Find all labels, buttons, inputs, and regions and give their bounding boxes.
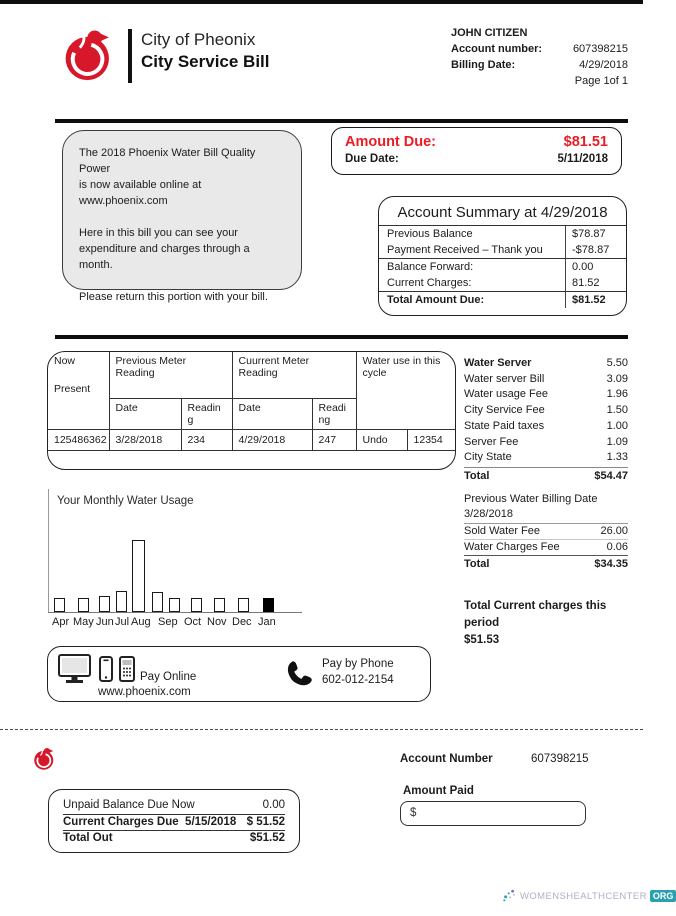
usage-xlabel-nov: Nov <box>207 616 227 628</box>
remit-account-number-label: Account Number <box>400 753 493 765</box>
summary-value: -$78.87 <box>565 242 626 258</box>
usage-xlabel-may: May <box>73 616 94 628</box>
meter-id-cell: 125486362 <box>48 430 109 451</box>
usage-bar-4 <box>116 591 127 612</box>
billing-value: 26.00 <box>600 525 628 537</box>
remit-label: Unpaid Balance Due Now <box>63 799 195 811</box>
present-label: Present <box>54 383 91 395</box>
notice-line-6: Please return this portion with your bill. <box>79 291 268 303</box>
charge-value: 5.50 <box>606 357 628 369</box>
charge-label: State Paid taxes <box>464 419 545 432</box>
page-title: City Service Bill <box>141 52 270 71</box>
summary-row-current-charges <box>379 275 626 292</box>
due-date-value: 5/11/2018 <box>557 153 608 165</box>
charge-value: 1.50 <box>606 404 628 417</box>
watermark <box>503 889 676 903</box>
prev-date-cell: 3/28/2018 <box>109 430 181 451</box>
dots-icon <box>503 889 517 903</box>
amount-due-label: Amount Due: <box>345 134 437 150</box>
usage-plot <box>48 489 302 613</box>
billing-label: Water Charges Fee <box>464 541 560 553</box>
remit-value: $ 51.52 <box>246 815 285 828</box>
billing-total-row <box>464 556 628 573</box>
charges-total-row <box>464 467 628 485</box>
prev-reading-cell: 234 <box>181 430 232 451</box>
charge-label: City State <box>464 451 512 464</box>
charge-row <box>464 435 628 451</box>
meter-col-now-present <box>48 352 109 430</box>
usage-xlabel-jun: Jun <box>96 616 114 628</box>
charge-value: 1.96 <box>606 388 628 401</box>
payment-options-box <box>47 646 431 702</box>
usage-bar-1 <box>54 598 65 612</box>
account-summary-title: Account Summary at 4/29/2018 <box>379 197 626 226</box>
billing-date-label: Billing Date: <box>451 59 516 71</box>
current-period-label: Total Current charges this period <box>464 600 607 629</box>
remit-label: Current Charges Due 5/15/2018 <box>63 815 237 828</box>
summary-row-total-due <box>379 292 626 308</box>
previous-billing-list <box>464 492 628 573</box>
usage-xlabel-dec: Dec <box>232 616 252 628</box>
account-number-label: Account number: <box>451 43 543 55</box>
pay-by-phone-label: Pay by Phone <box>322 658 394 670</box>
remit-value: $51.52 <box>249 832 285 844</box>
usage-xlabel-oct: Oct <box>184 616 202 628</box>
billing-row <box>464 524 628 540</box>
current-period-value: $51.53 <box>464 634 500 646</box>
water-use-header: Water use in this cycle <box>356 352 455 430</box>
account-number-value: 607398215 <box>572 43 628 55</box>
charge-row <box>464 450 628 466</box>
chart-title: Your Monthly Water Usage <box>57 495 194 507</box>
summary-label: Total Amount Due: <box>387 293 485 306</box>
usage-bar-9 <box>214 598 225 612</box>
charge-row <box>464 419 628 435</box>
watermark-text: WOMENSHEALTHCENTER <box>520 890 647 902</box>
charges-total-value: $54.47 <box>594 469 628 482</box>
usage-bar-10 <box>238 598 249 612</box>
now-label: Now <box>54 355 76 367</box>
remit-row-current-charges <box>63 815 285 832</box>
meter-readings-box <box>47 351 456 470</box>
charge-label: Water Server <box>464 357 532 369</box>
usage-bar-3 <box>99 596 110 612</box>
notice-box <box>62 130 302 303</box>
meter-readings-table <box>48 352 455 451</box>
notice-paragraph-1 <box>79 145 285 209</box>
summary-value: 81.52 <box>565 275 626 291</box>
billing-total-value: $34.35 <box>594 558 628 570</box>
charge-value: 1.00 <box>606 419 628 432</box>
notice-paragraph-2 <box>79 225 285 273</box>
notice-line-1: The 2018 Phoenix Water Bill Quality Power <box>79 147 256 175</box>
summary-value: 0.00 <box>565 259 626 275</box>
monitor-icon <box>58 654 92 684</box>
phoenix-logo-icon <box>56 26 122 83</box>
usage-bar-6 <box>152 592 163 612</box>
usage-bar-8 <box>191 598 202 612</box>
usage-xlabel-jan: Jan <box>258 616 276 628</box>
billing-date-value: 4/29/2018 <box>579 59 628 71</box>
notice-website: www.phoenix.com <box>79 195 168 207</box>
usage-bar-11 <box>263 598 274 612</box>
usage-xlabel-apr: Apr <box>52 616 70 628</box>
usage-bar-7 <box>169 598 180 612</box>
current-meter-reading-header: Cuurrent Meter Reading <box>232 352 356 399</box>
currency-symbol: $ <box>410 807 417 819</box>
section-rule-middle <box>55 335 628 339</box>
charge-label: Water server Bill <box>464 372 545 385</box>
billing-row <box>464 540 628 556</box>
phoenix-logo-small-icon <box>32 746 57 771</box>
summary-value: $78.87 <box>565 226 626 242</box>
summary-value: $81.52 <box>565 292 626 308</box>
charge-row <box>464 356 628 372</box>
charge-label: Server Fee <box>464 435 519 448</box>
billing-value: 0.06 <box>606 541 628 553</box>
charge-value: 1.09 <box>606 435 628 448</box>
pay-online-url: www.phoenix.com <box>98 686 191 698</box>
summary-row-payment-received <box>379 242 626 259</box>
customer-name: JOHN CITIZEN <box>451 27 528 39</box>
curr-date-cell: 4/29/2018 <box>232 430 312 451</box>
current-period-total <box>464 598 634 649</box>
summary-label: Previous Balance <box>387 227 473 240</box>
header-divider <box>128 29 132 83</box>
tear-off-separator <box>0 729 643 730</box>
city-name: City of Pheonix <box>141 30 256 49</box>
usage-bar-5 <box>132 540 145 612</box>
notice-line-2: is now available online at <box>79 179 202 191</box>
summary-label: Current Charges: <box>387 276 472 289</box>
previous-billing-date: 3/28/2018 <box>464 507 628 524</box>
charge-row <box>464 403 628 419</box>
summary-label: Payment Received – Thank you <box>387 243 543 256</box>
usage-bar-2 <box>78 598 89 612</box>
water-charges-list <box>464 356 628 485</box>
previous-meter-reading-header: Previous Meter Reading <box>109 352 232 399</box>
account-summary-box <box>378 196 627 316</box>
water-use-kind-cell: Undo <box>356 430 407 451</box>
usage-xlabels <box>48 616 304 632</box>
top-black-bar <box>0 0 643 4</box>
remit-row-unpaid-balance <box>63 798 285 815</box>
billing-label: Sold Water Fee <box>464 525 541 537</box>
usage-xlabel-jul: Jul <box>115 616 130 628</box>
charge-value: 3.09 <box>606 372 628 385</box>
pay-by-phone-number: 602-012-2154 <box>322 674 394 686</box>
remit-row-total-out <box>63 831 285 847</box>
remit-account-number-value: 607398215 <box>531 753 589 765</box>
charge-label: City Service Fee <box>464 404 545 417</box>
watermark-badge: ORG <box>650 890 676 902</box>
previous-billing-title: Previous Water Billing Date <box>464 493 598 505</box>
remit-summary-box <box>48 789 300 853</box>
amount-paid-field[interactable] <box>400 801 586 826</box>
keypad-phone-icon <box>119 656 135 682</box>
notice-line-5: expenditure and charges through a month. <box>79 243 250 271</box>
prev-reading-header: Reading <box>181 399 232 430</box>
remit-value: 0.00 <box>262 799 285 811</box>
smartphone-icon <box>99 656 113 682</box>
usage-xlabel-sep: Sep <box>158 616 178 628</box>
prev-date-header: Date <box>109 399 181 430</box>
pay-online-label: Pay Online <box>140 671 197 683</box>
monthly-usage-chart <box>48 487 304 633</box>
phone-handset-icon <box>285 658 310 686</box>
page-indicator: Page 1of 1 <box>574 75 628 87</box>
charge-label: Water usage Fee <box>464 388 548 401</box>
summary-row-balance-forward <box>379 259 626 275</box>
charges-total-label: Total <box>464 469 490 482</box>
water-use-value-cell: 12354 <box>407 430 455 451</box>
notice-paragraph-3 <box>79 289 285 305</box>
section-rule-top <box>55 119 628 123</box>
due-date-label: Due Date: <box>345 153 399 165</box>
amount-due-value: $81.51 <box>563 134 608 150</box>
summary-row-previous-balance <box>379 226 626 242</box>
curr-reading-header: Reading <box>312 399 356 430</box>
remit-label: Total Out <box>63 832 113 844</box>
usage-xlabel-aug: Aug <box>131 616 151 628</box>
amount-paid-label: Amount Paid <box>403 785 474 797</box>
header-account-block <box>451 25 628 89</box>
summary-label: Balance Forward: <box>387 260 474 273</box>
charge-value: 1.33 <box>606 451 628 464</box>
curr-date-header: Date <box>232 399 312 430</box>
charge-row <box>464 372 628 388</box>
amount-due-box <box>331 127 622 175</box>
notice-line-4: Here in this bill you can see your <box>79 227 238 239</box>
billing-total-label: Total <box>464 558 490 570</box>
curr-reading-cell: 247 <box>312 430 356 451</box>
charge-row <box>464 387 628 403</box>
